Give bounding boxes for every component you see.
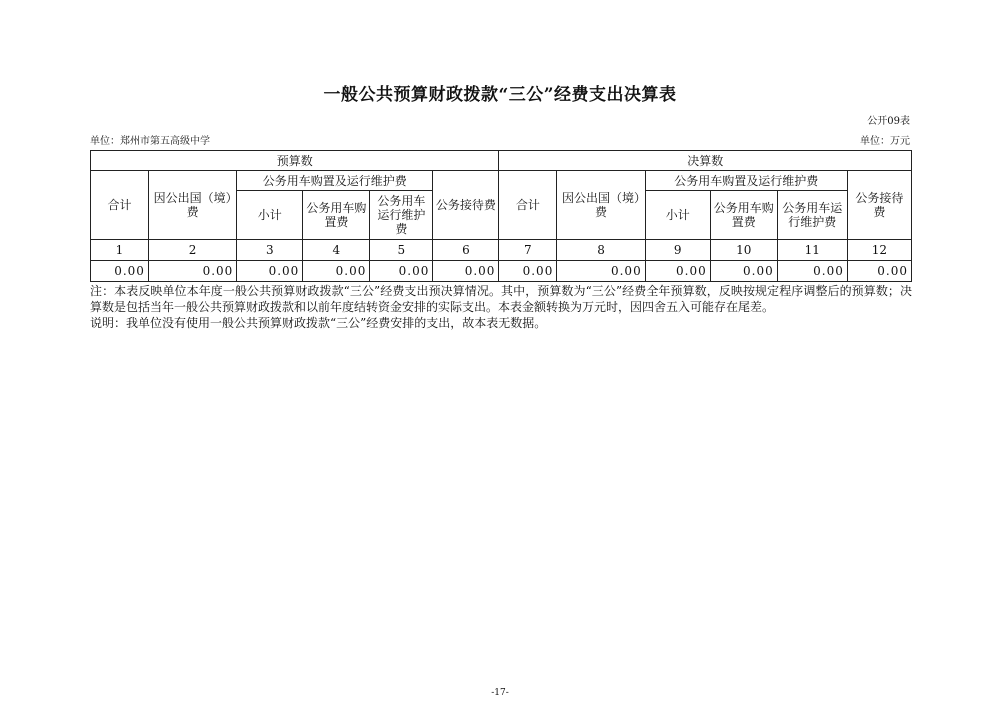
unit-organization: 单位：郑州市第五高级中学 — [90, 136, 210, 147]
final-vehicle-purchase-header: 公务用车购置费 — [710, 191, 777, 240]
value-cell: 0.00 — [710, 261, 777, 282]
budget-total-header: 合计 — [91, 171, 149, 240]
column-number: 6 — [433, 240, 499, 261]
value-cell: 0.00 — [847, 261, 911, 282]
page-title: 一般公共预算财政拨款“三公”经费支出决算表 — [323, 85, 677, 105]
form-number: 公开09表 — [867, 116, 910, 127]
final-group-header: 决算数 — [499, 151, 912, 171]
value-cell: 0.00 — [91, 261, 149, 282]
budget-reception-header: 公务接待费 — [433, 171, 499, 240]
column-number: 4 — [303, 240, 370, 261]
budget-vehicle-group-header: 公务用车购置及运行维护费 — [237, 171, 433, 191]
value-cell: 0.00 — [237, 261, 303, 282]
final-vehicle-group-header: 公务用车购置及运行维护费 — [645, 171, 847, 191]
final-reception-header: 公务接待费 — [847, 171, 911, 240]
final-total-header: 合计 — [499, 171, 557, 240]
value-cell: 0.00 — [499, 261, 557, 282]
table-note: 注：本表反映单位本年度一般公共预算财政拨款“三公”经费支出预决算情况。其中，预算数为“三公”经费全年预算数，反映按规定程序调整后的预算数；决算数是包括当年一般公共预算财政拨款和以前年度结转资金安排的实际支出。本表金额转换为万元时，因四舍五入可能存在尾差。 — [90, 284, 912, 314]
value-cell: 0.00 — [645, 261, 710, 282]
value-cell: 0.00 — [777, 261, 847, 282]
column-number: 3 — [237, 240, 303, 261]
budget-vehicle-purchase-header: 公务用车购置费 — [303, 191, 370, 240]
budget-vehicle-operation-header: 公务用车运行维护费 — [370, 191, 433, 240]
value-cell: 0.00 — [148, 261, 236, 282]
column-number: 7 — [499, 240, 557, 261]
value-cell: 0.00 — [433, 261, 499, 282]
value-cell: 0.00 — [303, 261, 370, 282]
value-cell: 0.00 — [370, 261, 433, 282]
column-number: 12 — [847, 240, 911, 261]
column-number-row — [91, 240, 912, 261]
column-number: 5 — [370, 240, 433, 261]
column-number: 8 — [557, 240, 645, 261]
budget-subtotal-header: 小计 — [237, 191, 303, 240]
three-public-expenses-table — [90, 150, 912, 282]
explanation-note: 说明：我单位没有使用一般公共预算财政拨款“三公”经费安排的支出，故本表无数据。 — [90, 316, 547, 330]
final-abroad-header: 因公出国（境）费 — [557, 171, 645, 240]
final-subtotal-header: 小计 — [645, 191, 710, 240]
page-number: -17- — [491, 688, 509, 698]
column-number: 11 — [777, 240, 847, 261]
budget-abroad-header: 因公出国（境）费 — [148, 171, 236, 240]
unit-currency: 单位：万元 — [860, 136, 910, 147]
column-number: 2 — [148, 240, 236, 261]
budget-group-header: 预算数 — [91, 151, 499, 171]
value-cell: 0.00 — [557, 261, 645, 282]
notes-section — [90, 283, 912, 331]
value-row — [91, 261, 912, 282]
column-number: 1 — [91, 240, 149, 261]
column-number: 10 — [710, 240, 777, 261]
column-number: 9 — [645, 240, 710, 261]
final-vehicle-operation-header: 公务用车运行维护费 — [777, 191, 847, 240]
